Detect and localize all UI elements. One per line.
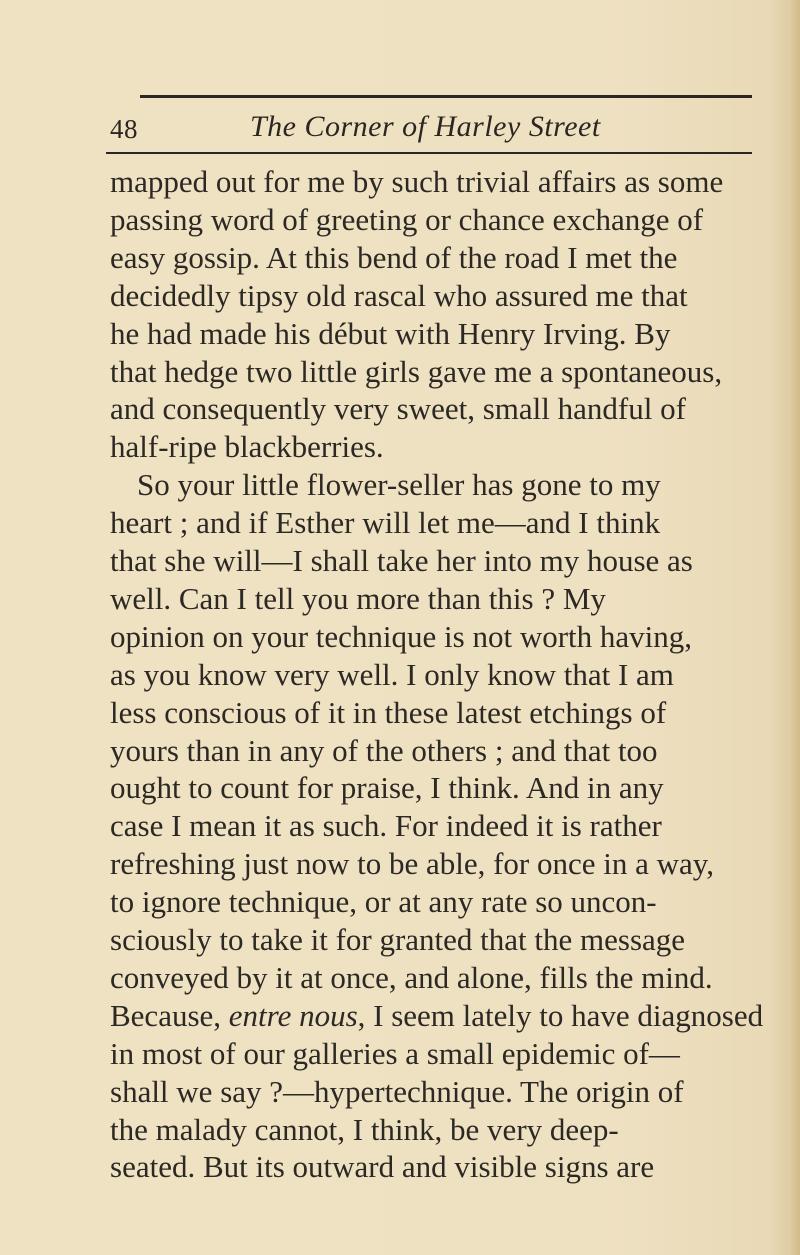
text-line: case I mean it as such. For indeed it is rather xyxy=(110,808,662,844)
header-underline-rule xyxy=(106,152,752,154)
text-line: that she will—I shall take her into my house as xyxy=(110,543,693,578)
page-header xyxy=(110,104,750,154)
text-line: ought to count for praise, I think. And in any xyxy=(110,770,664,806)
text-line: refreshing just now to be able, for once in a way, xyxy=(110,846,715,882)
text-line: sciously to take it for granted that the message xyxy=(110,922,686,957)
text-line: and consequently very sweet, small handful of xyxy=(110,391,686,427)
text-line: heart ; and if Esther will let me—and I think xyxy=(110,505,661,541)
text-line: shall we say ?—hypertechnique. The origin of xyxy=(110,1073,684,1109)
text-line: passing word of greeting or chance exchange of xyxy=(110,201,704,237)
text-line: mapped out for me by such trivial affairs as some xyxy=(110,164,724,199)
text-line xyxy=(110,996,763,1036)
text-line: So your little flower-seller has gone to my xyxy=(137,467,661,503)
italic-phrase: entre nous xyxy=(228,997,358,1033)
text-line: easy gossip. At this bend of the road I met the xyxy=(110,239,678,275)
text-line: less conscious of it in these latest etchings of xyxy=(110,694,667,730)
text-line: seated. But its outward and visible signs are xyxy=(110,1149,655,1185)
body-text xyxy=(0,162,800,1202)
text-line: half-ripe blackberries. xyxy=(110,429,384,465)
header-top-rule xyxy=(140,95,752,98)
text-segment: Because, xyxy=(110,997,229,1033)
page-number: 48 xyxy=(110,114,138,144)
text-line: the malady cannot, I think, be very deep- xyxy=(110,1111,619,1147)
text-segment: , I seem lately to have diagnosed xyxy=(357,997,764,1033)
text-line: he had made his début with Henry Irving. By xyxy=(110,315,671,351)
text-line: yours than in any of the others ; and that too xyxy=(110,732,658,768)
text-line: that hedge two little girls gave me a spontaneous, xyxy=(110,353,723,389)
text-line: to ignore technique, or at any rate so uncon- xyxy=(110,884,657,920)
text-line: decidedly tipsy old rascal who assured me that xyxy=(110,277,688,313)
running-title: The Corner of Harley Street xyxy=(250,110,601,143)
text-line: opinion on your technique is not worth having, xyxy=(110,618,693,654)
text-line: as you know very well. I only know that I am xyxy=(110,656,674,692)
text-line: well. Can I tell you more than this ? My xyxy=(110,580,606,616)
text-line: conveyed by it at once, and alone, fills the mind. xyxy=(110,959,713,995)
text-line: in most of our galleries a small epidemic of— xyxy=(110,1035,680,1071)
